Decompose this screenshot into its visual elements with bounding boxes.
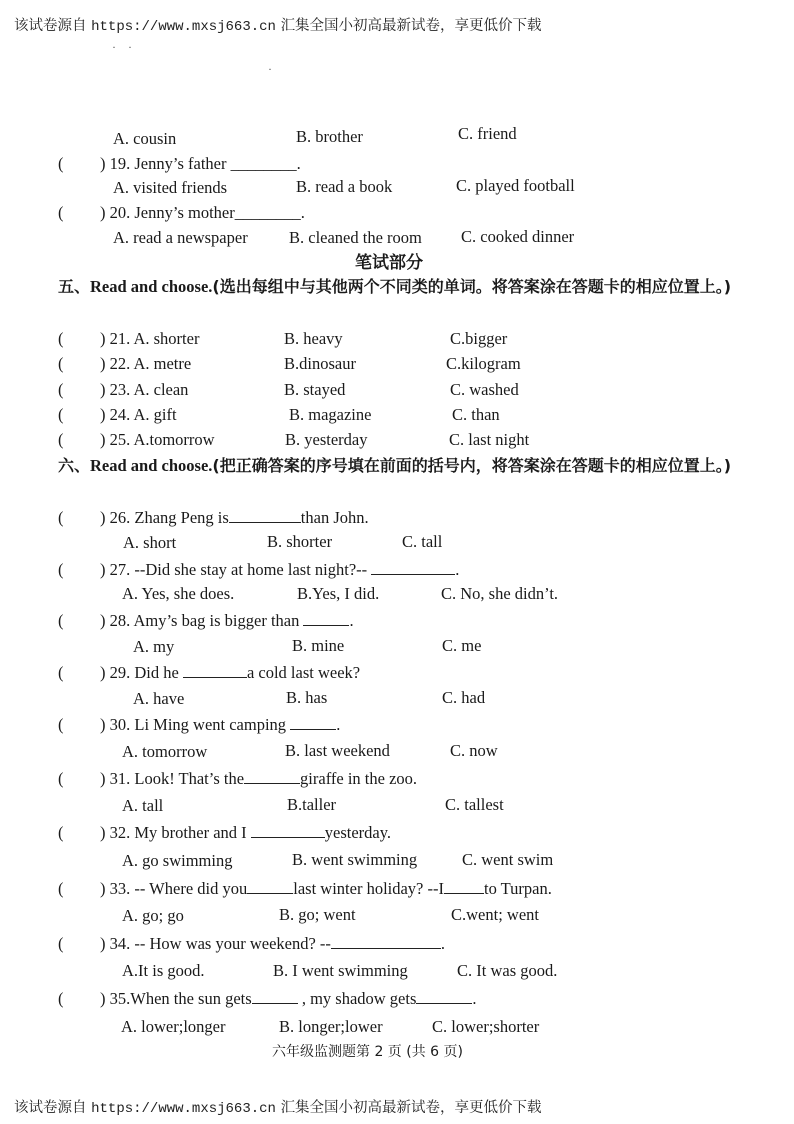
q29-blank[interactable] xyxy=(183,663,247,678)
scan-speck: · xyxy=(268,62,272,76)
q27-option-b: B.Yes, I did. xyxy=(297,584,380,603)
q30-option-a: A. tomorrow xyxy=(122,742,208,761)
q31-stem-start: ) 31. Look! That’s the xyxy=(100,769,245,788)
bottom-source-banner xyxy=(14,1096,542,1117)
banner-url-link[interactable]: https://www.mxsj663.cn xyxy=(91,19,276,35)
q33-stem-middle: last winter holiday? --I xyxy=(293,879,444,898)
q35-stem-middle: , my shadow gets xyxy=(301,989,417,1008)
q23-answer-paren[interactable]: ( xyxy=(58,380,64,399)
q26-option-c: C. tall xyxy=(402,532,443,551)
q26-option-b: B. shorter xyxy=(267,532,333,551)
q25-option-c: C. last night xyxy=(449,430,530,449)
q29-option-a: A. have xyxy=(133,689,185,708)
q25-option-a: ) 25. A.tomorrow xyxy=(100,430,215,449)
q20-option-a: A. read a newspaper xyxy=(113,228,248,247)
q24-option-a: ) 24. A. gift xyxy=(100,405,177,424)
q30-option-b: B. last weekend xyxy=(285,741,390,760)
q33-stem-end: to Turpan. xyxy=(484,879,552,898)
q28-stem-end: . xyxy=(349,611,354,630)
q23-option-c: C. washed xyxy=(450,380,519,399)
q33-blank-1[interactable] xyxy=(247,879,293,894)
q20-stem: ) 20. Jenny’s mother________. xyxy=(100,203,305,222)
q29-option-c: C. had xyxy=(442,688,486,707)
q19-option-a: A. visited friends xyxy=(113,178,228,197)
q35-stem-end: . xyxy=(472,989,477,1008)
q35-option-a: A. lower;longer xyxy=(121,1017,226,1036)
q35-answer-paren[interactable]: ( xyxy=(58,989,64,1008)
q28-option-c: C. me xyxy=(442,636,482,655)
q31-blank[interactable] xyxy=(244,769,300,784)
q25-option-b: B. yesterday xyxy=(285,430,368,449)
section6-label: 六、 xyxy=(58,456,91,475)
q31-stem-end: giraffe in the zoo. xyxy=(300,769,418,788)
q28-option-b: B. mine xyxy=(292,636,345,655)
banner-prefix: 该试卷源自 xyxy=(14,1100,87,1116)
scan-specks: ·· xyxy=(112,40,144,54)
q22-answer-paren[interactable]: ( xyxy=(58,354,64,373)
q19-option-c: C. played football xyxy=(456,176,575,195)
section6-heading xyxy=(58,452,748,479)
q27-blank[interactable] xyxy=(371,560,455,575)
section5-instructions: (选出每组中与其他两个不同类的单词。将答案涂在答题卡的相应位置上。) xyxy=(212,277,732,296)
page-footer: 六年级监测题第 2 页 (共 6 页) xyxy=(272,1044,463,1060)
q31-option-b: B.taller xyxy=(287,795,337,814)
q32-answer-paren[interactable]: ( xyxy=(58,823,64,842)
q24-option-c: C. than xyxy=(452,405,500,424)
q31-option-c: C. tallest xyxy=(445,795,504,814)
q28-option-a: A. my xyxy=(133,637,175,656)
q23-option-a: ) 23. A. clean xyxy=(100,380,189,399)
q30-answer-paren[interactable]: ( xyxy=(58,715,64,734)
q18-option-c: C. friend xyxy=(458,124,517,143)
q31-option-a: A. tall xyxy=(122,796,164,815)
q19-option-b: B. read a book xyxy=(296,177,393,196)
q32-option-c: C. went swim xyxy=(462,850,554,869)
q32-option-a: A. go swimming xyxy=(122,851,233,870)
q26-option-a: A. short xyxy=(123,533,177,552)
q26-blank[interactable] xyxy=(229,508,301,523)
q29-option-b: B. has xyxy=(286,688,328,707)
q35-stem-start: ) 35.When the sun gets xyxy=(100,989,252,1008)
q18-option-a: A. cousin xyxy=(113,129,177,148)
q35-blank-1[interactable] xyxy=(252,989,298,1004)
q23-option-b: B. stayed xyxy=(284,380,346,399)
section5-title-en: Read and choose. xyxy=(90,277,213,296)
q18-option-b: B. brother xyxy=(296,127,363,146)
q30-option-c: C. now xyxy=(450,741,498,760)
section6-title-en: Read and choose. xyxy=(90,456,213,475)
written-part-title: 笔试部分 xyxy=(355,253,423,273)
q27-option-a: A. Yes, she does. xyxy=(122,584,235,603)
top-source-banner xyxy=(14,14,542,35)
q24-answer-paren[interactable]: ( xyxy=(58,405,64,424)
q21-option-c: C.bigger xyxy=(450,329,508,348)
q33-option-a: A. go; go xyxy=(122,906,184,925)
q29-answer-paren[interactable]: ( xyxy=(58,663,64,682)
q19-stem: ) 19. Jenny’s father ________. xyxy=(100,154,301,173)
banner-url-link[interactable]: https://www.mxsj663.cn xyxy=(91,1101,276,1117)
q27-stem-end: . xyxy=(455,560,460,579)
section5-heading xyxy=(58,273,748,300)
q35-option-b: B. longer;lower xyxy=(279,1017,383,1036)
q29-stem-end: a cold last week? xyxy=(246,663,361,682)
q27-stem-start: ) 27. --Did she stay at home last night?-- xyxy=(100,560,368,579)
q22-option-b: B.dinosaur xyxy=(284,354,356,373)
q22-option-c: C.kilogram xyxy=(446,354,521,373)
q32-blank[interactable] xyxy=(251,823,325,838)
q21-option-a: ) 21. A. shorter xyxy=(100,329,200,348)
q34-stem-end: . xyxy=(440,934,446,953)
q34-stem-start: ) 34. -- How was your weekend? -- xyxy=(100,934,331,953)
q32-option-b: B. went swimming xyxy=(292,850,418,869)
q28-blank[interactable] xyxy=(303,611,349,626)
q19-answer-paren[interactable]: ( xyxy=(58,154,64,173)
q32-stem-start: ) 32. My brother and I xyxy=(100,823,247,842)
q30-stem-end: . xyxy=(336,715,341,734)
q33-stem-start: ) 33. -- Where did you xyxy=(100,879,248,898)
q28-stem-start: ) 28. Amy’s bag is bigger than xyxy=(100,611,300,630)
q34-blank[interactable] xyxy=(331,934,441,949)
q28-answer-paren[interactable]: ( xyxy=(58,611,64,630)
q34-option-b: B. I went swimming xyxy=(273,961,408,980)
section6-instructions: (把正确答案的序号填在前面的括号内，将答案涂在答题卡的相应位置上。) xyxy=(212,456,732,475)
q20-answer-paren[interactable]: ( xyxy=(58,203,64,222)
banner-prefix: 该试卷源自 xyxy=(14,18,87,34)
q20-option-c: C. cooked dinner xyxy=(461,227,575,246)
banner-suffix: 汇集全国小初高最新试卷，享更低价下载 xyxy=(280,18,542,34)
q27-answer-paren[interactable]: ( xyxy=(58,560,64,579)
q33-option-b: B. go; went xyxy=(279,905,356,924)
q33-blank-2[interactable] xyxy=(444,879,484,894)
q21-answer-paren[interactable]: ( xyxy=(58,329,64,348)
q21-option-b: B. heavy xyxy=(284,329,343,348)
q34-option-c: C. It was good. xyxy=(457,961,558,980)
q26-stem-start: ) 26. Zhang Peng is xyxy=(100,508,229,527)
q30-stem-start: ) 30. Li Ming went camping xyxy=(100,715,287,734)
q25-answer-paren[interactable]: ( xyxy=(58,430,64,449)
q27-option-c: C. No, she didn’t. xyxy=(441,584,559,603)
q26-answer-paren[interactable]: ( xyxy=(58,508,64,527)
q30-blank[interactable] xyxy=(290,715,336,730)
q22-option-a: ) 22. A. metre xyxy=(100,354,192,373)
q35-option-c: C. lower;shorter xyxy=(432,1017,540,1036)
q33-option-c: C.went; went xyxy=(451,905,539,924)
q34-answer-paren[interactable]: ( xyxy=(58,934,64,953)
q26-stem-end: than John. xyxy=(300,508,369,527)
q34-option-a: A.It is good. xyxy=(122,961,205,980)
q20-option-b: B. cleaned the room xyxy=(289,228,422,247)
q29-stem-start: ) 29. Did he xyxy=(100,663,179,682)
q35-blank-2[interactable] xyxy=(416,989,472,1004)
banner-suffix: 汇集全国小初高最新试卷，享更低价下载 xyxy=(280,1100,542,1116)
q31-answer-paren[interactable]: ( xyxy=(58,769,64,788)
section5-label: 五、 xyxy=(58,277,91,296)
q33-answer-paren[interactable]: ( xyxy=(58,879,64,898)
q32-stem-end: yesterday. xyxy=(324,823,392,842)
q24-option-b: B. magazine xyxy=(289,405,372,424)
